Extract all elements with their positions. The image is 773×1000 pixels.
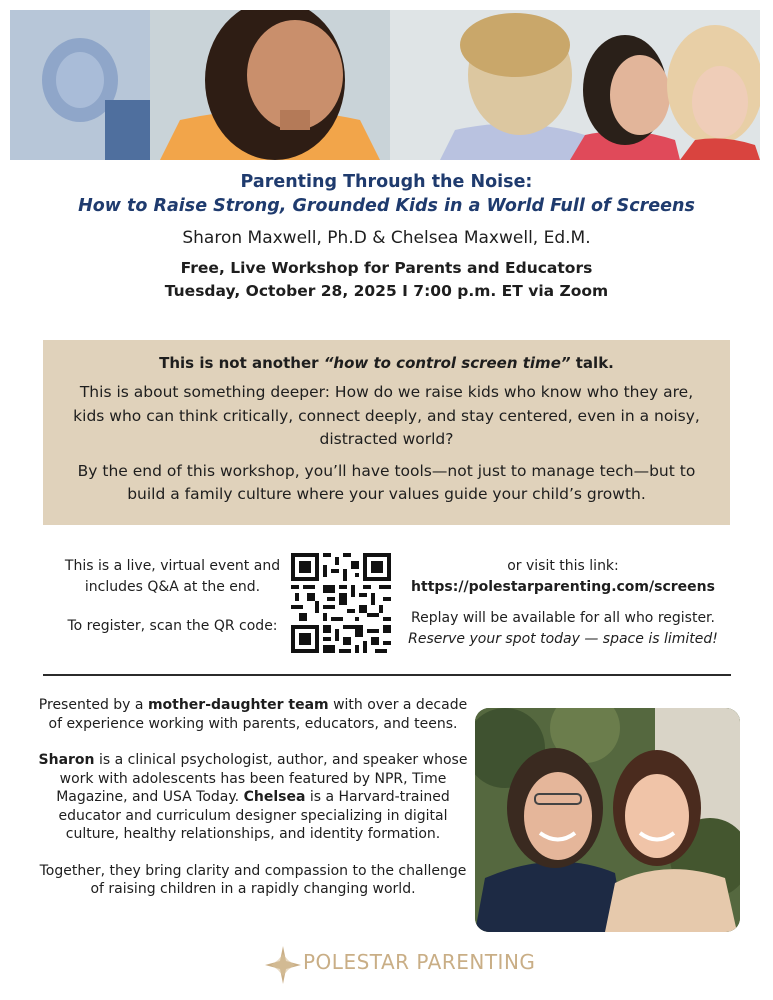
- bio-chelsea-text: is a Harvard-trained educator and curriculum designer specializing in digital culture, healthy relationships, and identity formation.: [58, 789, 450, 842]
- scan-instructions: To register, scan the QR code:: [67, 618, 278, 634]
- bio-name-chelsea: Chelsea: [243, 789, 306, 805]
- live-event-note: This is a live, virtual event and includes Q&A at the end.: [64, 558, 281, 595]
- registration-left: [55, 556, 290, 637]
- reserve-note: Reserve your spot today — space is limited!: [408, 631, 718, 647]
- polestar-logo: [265, 946, 536, 984]
- divider: [43, 674, 731, 676]
- event-date: Tuesday, October 28, 2025 I 7:00 p.m. ET via Zoom: [164, 282, 609, 300]
- event-type: Free, Live Workshop for Parents and Educators: [180, 259, 593, 277]
- replay-note: Replay will be available for all who register.: [411, 610, 715, 626]
- callout-lead-prefix: This is not another: [159, 354, 324, 372]
- callout-lead-suffix: talk.: [570, 354, 614, 372]
- callout-box: [43, 340, 730, 525]
- presenters-photo: [475, 708, 740, 932]
- bio-intro: [38, 696, 468, 733]
- bio-section: [38, 696, 468, 917]
- callout-body-2: By the end of this workshop, you’ll have tools—not just to manage tech—but to build a family culture where your values guide your child’s growth.: [77, 461, 696, 503]
- hero-photo: [10, 10, 760, 160]
- bio-closing: Together, they bring clarity and compassion to the challenge of raising children in a rapidly changing world.: [39, 862, 467, 897]
- callout-lead-emphasis: “how to control screen time”: [323, 354, 571, 372]
- registration-link[interactable]: https://polestarparenting.com/screens: [411, 579, 715, 595]
- logo-text: POLESTAR PARENTING: [303, 950, 536, 974]
- bio-name-sharon: Sharon: [38, 752, 95, 768]
- page-title: Parenting Through the Noise:: [240, 172, 533, 192]
- visit-link-label: or visit this link:: [507, 558, 619, 574]
- registration-right: [398, 556, 728, 650]
- bio-intro-bold: mother-daughter team: [147, 697, 329, 713]
- speakers: Sharon Maxwell, Ph.D & Chelsea Maxwell, Ed.M.: [182, 228, 591, 248]
- star-icon: [265, 946, 301, 984]
- title-block: [0, 170, 773, 303]
- bio-sharon-text: is a clinical psychologist, author, and speaker whose work with adolescents has been featured by NPR, Time Magazine, and USA Today.: [56, 752, 468, 805]
- callout-body: This is about something deeper: How do we raise kids who know who they are, kids who can think critically, connect deeply, and stay centered, even in a noisy, distracted world?: [73, 383, 700, 448]
- bio-details: [38, 751, 468, 844]
- bio-intro-suffix: with over a decade of experience working with parents, educators, and teens.: [48, 697, 468, 732]
- callout-lead: [69, 352, 704, 374]
- qr-code[interactable]: [291, 553, 391, 653]
- page-subtitle: How to Raise Strong, Grounded Kids in a World Full of Screens: [78, 196, 695, 216]
- bio-intro-prefix: Presented by a: [38, 697, 148, 713]
